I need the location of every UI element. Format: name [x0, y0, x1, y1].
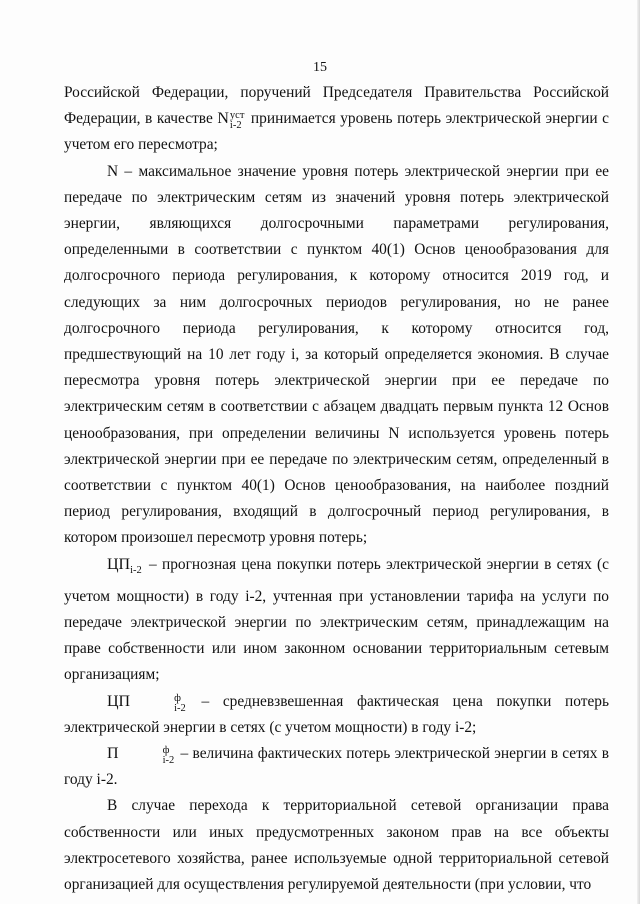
- paragraph-definition-p-fact: [64, 741, 609, 793]
- paragraph-transfer-case: В случае перехода к территориальной сетевой организации права собственности или иных предусмотренных законом прав на все объекты электросетевого хозяйства, ранее используемые одной территориальной сетевой организацией для осуществления регулируемой деятельности (при условии, что: [64, 797, 609, 894]
- formula-symbol-cp-fact: ЦП ф i-2: [107, 692, 186, 714]
- paragraph-text: – прогнозная цена покупки потерь электрической энергии в сетях (с учетом мощности) в году i-2, учтенная при установлении тарифа на услуги по передаче электрической энергии по электрическим сетям, принадлежащим на праве собственности или ином законном основании территориальным сетевым организациям;: [64, 555, 609, 684]
- document-body: [64, 80, 609, 898]
- paragraph-text: Российской Федерации, поручений Председателя Правительства Российской Федерации, в качестве: [64, 84, 609, 128]
- paragraph-definition-n: N – максимальное значение уровня потерь электрической энергии при ее передаче по электрическим сетям из значений уровня потерь электрической энергии, являющихся долгосрочными параметрами регулирования, определенными в соответствии с пунктом 40(1) Основ ценообразования для долгосрочного периода регулирования, к которому относится 2019 год, и следующих за ним долгосрочных периодов регулирования, но не ранее долгосрочного периода регулирования, к которому относится год, предшествующий на 10 лет году i, за который определяется экономия. В случае пересмотра уровня потерь электрической энергии при ее передаче по электрическим сетям в соответствии с абзацем двадцать первым пункта 12 Основ ценообразования, при определении величины N используется уровень потерь электрической энергии при ее передаче по электрическим сетям, определенный в соответствии с пунктом 40(1) Основ ценообразования, на наиболее поздний период регулирования, входящий в долгосрочный период регулирования, в котором произошел пересмотр уровня потерь;: [64, 162, 609, 547]
- paragraph-text: – средневзвешенная фактическая цена покупки потерь электрической энергии в сетях (с учетом мощности) в году i-2;: [64, 692, 609, 736]
- formula-symbol-p-fact: П ф i-2: [107, 745, 175, 767]
- paragraph-text: принимается уровень потерь электрической энергии с учетом его пересмотра;: [64, 110, 609, 154]
- paragraph-continuation: [64, 80, 609, 159]
- formula-symbol-n-ust: N уст i-2: [217, 110, 245, 132]
- paragraph-text: – величина фактических потерь электрической энергии в сетях в году i-2.: [64, 745, 609, 789]
- paragraph-definition-cp: [64, 552, 609, 689]
- page-number: 15: [313, 60, 327, 75]
- paragraph-definition-cp-fact: [64, 689, 609, 741]
- formula-symbol-cp: $ЦП_{i-2}$: [107, 555, 142, 576]
